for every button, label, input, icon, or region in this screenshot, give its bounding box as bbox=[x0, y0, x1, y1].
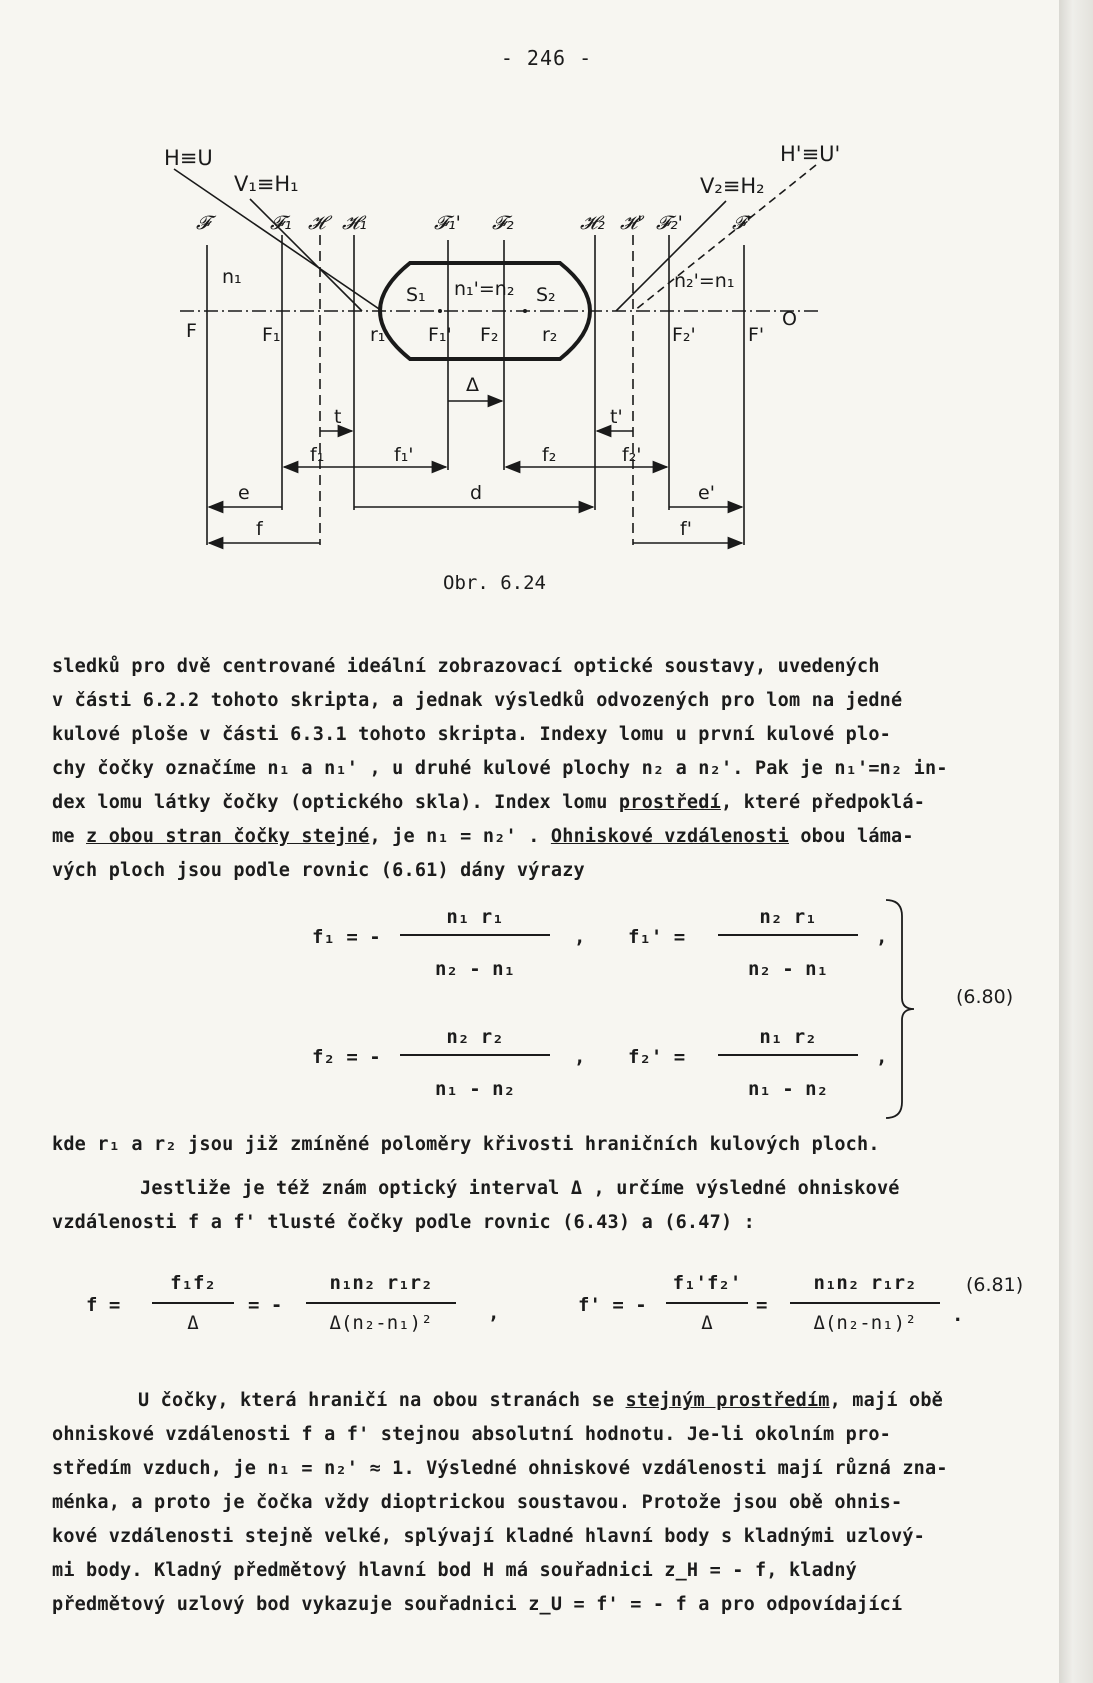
label-S1: S₁ bbox=[406, 284, 426, 306]
text-line: středím vzduch, je n₁ = n₂' ≈ 1. Výsledné ohniskové vzdálenosti mají různá zna- bbox=[52, 1458, 948, 1479]
underlined-term: prostředí bbox=[618, 792, 721, 813]
label-script-Hp: 𝓗' bbox=[620, 212, 643, 234]
text-line: sledků pro dvě centrované ideální zobrazovací optické soustavy, uvedených bbox=[52, 656, 880, 677]
fraction-bar bbox=[400, 934, 550, 936]
text-line bbox=[138, 1390, 943, 1411]
eq-f-den2: Δ(n₂-n₁)² bbox=[329, 1312, 433, 1334]
label-f2p: f₂' bbox=[622, 444, 642, 466]
figure-caption: Obr. 6.24 bbox=[443, 572, 546, 594]
eq-minus: = - bbox=[248, 1294, 283, 1316]
label-axis-Fp: F' bbox=[748, 324, 765, 346]
label-n1: n₁ bbox=[222, 266, 242, 288]
eq-fp-den1: Δ bbox=[701, 1312, 713, 1334]
label-delta: Δ bbox=[466, 374, 479, 396]
label-axis-F1p: F₁' bbox=[428, 324, 452, 346]
fraction-bar bbox=[306, 1302, 456, 1304]
fraction-bar bbox=[718, 934, 858, 936]
label-tp: t' bbox=[610, 406, 623, 428]
text-line: chy čočky označíme n₁ a n₁' , u druhé kulové plochy n₂ a n₂'. Pak je n₁'=n₂ in- bbox=[52, 758, 948, 779]
label-r2: r₂ bbox=[542, 324, 558, 346]
eq-dot: . bbox=[952, 1304, 964, 1326]
eq-equals: = bbox=[756, 1294, 768, 1316]
eq-fp-den2: Δ(n₂-n₁)² bbox=[813, 1312, 917, 1334]
text-segment: U čočky, která hraničí na obou stranách se bbox=[138, 1390, 626, 1411]
eq-f1p-lhs: f₁' = bbox=[628, 926, 686, 948]
eq-f-num1: f₁f₂ bbox=[170, 1272, 216, 1294]
label-f1: f₁ bbox=[310, 444, 325, 466]
equation-number: (6.80) bbox=[956, 986, 1014, 1008]
label-f1p: f₁' bbox=[394, 444, 414, 466]
label-script-F1p: 𝓕₁' bbox=[434, 212, 461, 234]
text-line: v části 6.2.2 tohoto skripta, a jednak výsledků odvozených pro lom na jedné bbox=[52, 690, 903, 711]
text-segment: obou láma- bbox=[789, 826, 914, 847]
label-ep: e' bbox=[698, 482, 715, 504]
label-fp: f' bbox=[680, 518, 692, 540]
label-axis-F1: F₁ bbox=[262, 324, 281, 346]
label-S2: S₂ bbox=[536, 284, 556, 306]
underlined-term: z obou stran čočky stejné bbox=[86, 826, 370, 847]
text-segment: me bbox=[52, 826, 87, 847]
label-script-Fp: 𝓕' bbox=[732, 212, 752, 234]
eq-fp-num2: n₁n₂ r₁r₂ bbox=[813, 1272, 917, 1294]
label-h-u: H≡U bbox=[164, 146, 213, 170]
eq-f1p-num: n₂ r₁ bbox=[759, 906, 817, 928]
eq-f2p-lhs: f₂' = bbox=[628, 1046, 686, 1068]
equation-number: (6.81) bbox=[966, 1274, 1024, 1296]
eq-f2p-den: n₁ - n₂ bbox=[747, 1078, 829, 1100]
text-line: Jestliže je též znám optický interval Δ , určíme výsledné ohniskové bbox=[140, 1178, 900, 1199]
eq-f1-lhs: f₁ = - bbox=[312, 926, 381, 948]
eq-f2-num: n₂ r₂ bbox=[446, 1026, 504, 1048]
label-script-H: 𝓗 bbox=[308, 212, 326, 234]
text-segment: , které předpoklá- bbox=[720, 792, 926, 813]
label-h-u-prime: H'≡U' bbox=[780, 142, 841, 166]
text-line: vých ploch jsou podle rovnic (6.61) dány výrazy bbox=[52, 860, 585, 881]
label-f: f bbox=[256, 518, 263, 540]
label-n1p-n2: n₁'=n₂ bbox=[454, 278, 515, 300]
text-line: kulové ploše v části 6.3.1 tohoto skripta. Indexy lomu u první kulové plo- bbox=[52, 724, 892, 745]
label-v2-h2: V₂≡H₂ bbox=[700, 174, 765, 198]
label-v1-h1: V₁≡H₁ bbox=[234, 172, 299, 196]
eq-comma: , bbox=[574, 1046, 586, 1068]
text-line: předmětový uzlový bod vykazuje souřadnici z_U = f' = - f a pro odpovídající bbox=[52, 1594, 903, 1615]
thick-lens-diagram bbox=[150, 135, 850, 585]
fraction-bar bbox=[718, 1054, 858, 1056]
point-S2 bbox=[523, 309, 527, 313]
fraction-bar bbox=[790, 1302, 940, 1304]
eq-f1-num: n₁ r₁ bbox=[446, 906, 504, 928]
eq-comma: , bbox=[876, 926, 888, 948]
point-S1 bbox=[438, 309, 442, 313]
text-line: ohniskové vzdálenosti f a f' stejnou absolutní hodnotu. Je-li okolním pro- bbox=[52, 1424, 892, 1445]
eq-fp-num1: f₁'f₂' bbox=[672, 1272, 742, 1294]
text-segment: , mají obě bbox=[829, 1390, 944, 1411]
label-script-F1: 𝓕₁ bbox=[270, 212, 292, 234]
eq-f-lhs: f = bbox=[86, 1294, 121, 1316]
text-line bbox=[52, 826, 914, 847]
fraction-bar bbox=[152, 1302, 234, 1304]
equation-brace bbox=[880, 898, 920, 1120]
eq-f1-den: n₂ - n₁ bbox=[434, 958, 516, 980]
eq-f2-den: n₁ - n₂ bbox=[434, 1078, 516, 1100]
label-axis-F2p: F₂' bbox=[672, 324, 696, 346]
text-segment: dex lomu látky čočky (optického skla). Index lomu bbox=[52, 792, 619, 813]
underlined-term: stejným prostředím bbox=[625, 1390, 830, 1411]
label-axis-F: F bbox=[186, 320, 197, 342]
text-line bbox=[52, 792, 925, 813]
label-script-F2: 𝓕₂ bbox=[492, 212, 514, 234]
label-script-F2p: 𝓕₂' bbox=[656, 212, 683, 234]
eq-comma: , bbox=[488, 1302, 500, 1324]
label-n2p-n1: n₂'=n₁ bbox=[674, 270, 735, 292]
eq-f-num2: n₁n₂ r₁r₂ bbox=[329, 1272, 433, 1294]
text-line: mi body. Kladný předmětový hlavní bod H má souřadnici z_H = - f, kladný bbox=[52, 1560, 857, 1581]
text-line: kové vzdálenosti stejně velké, splývají kladné hlavní body s kladnými uzlový- bbox=[52, 1526, 926, 1547]
label-script-H1: 𝓗₁ bbox=[342, 212, 367, 234]
label-script-H2: 𝓗₂ bbox=[580, 212, 605, 234]
eq-f1p-den: n₂ - n₁ bbox=[747, 958, 829, 980]
label-t: t bbox=[334, 406, 342, 428]
label-O: O bbox=[782, 308, 797, 330]
underlined-term: Ohniskové vzdálenosti bbox=[550, 826, 789, 847]
text-segment: , je n₁ = n₂' . bbox=[369, 826, 551, 847]
eq-comma: , bbox=[876, 1046, 888, 1068]
fraction-bar bbox=[400, 1054, 550, 1056]
label-e: e bbox=[238, 482, 250, 504]
label-d: d bbox=[470, 482, 483, 504]
eq-fp-lhs: f' = - bbox=[578, 1294, 647, 1316]
text-line: ménka, a proto je čočka vždy dioptrickou soustavou. Protože jsou obě ohnis- bbox=[52, 1492, 903, 1513]
eq-comma: , bbox=[574, 926, 586, 948]
eq-f-den1: Δ bbox=[187, 1312, 199, 1334]
label-axis-F2: F₂ bbox=[480, 324, 499, 346]
label-script-F: 𝓕 bbox=[196, 212, 211, 234]
fraction-bar bbox=[666, 1302, 748, 1304]
page-number: - 246 - bbox=[500, 46, 593, 70]
label-r1: r₁ bbox=[370, 324, 386, 346]
eq-f2p-num: n₁ r₂ bbox=[759, 1026, 817, 1048]
label-f2: f₂ bbox=[542, 444, 557, 466]
text-line: vzdálenosti f a f' tlusté čočky podle rovnic (6.43) a (6.47) : bbox=[52, 1212, 755, 1233]
eq-f2-lhs: f₂ = - bbox=[312, 1046, 381, 1068]
page-edge-shadow bbox=[1059, 0, 1093, 1683]
text-line: kde r₁ a r₂ jsou již zmíněné poloměry křivosti hraničních kulových ploch. bbox=[52, 1134, 880, 1155]
